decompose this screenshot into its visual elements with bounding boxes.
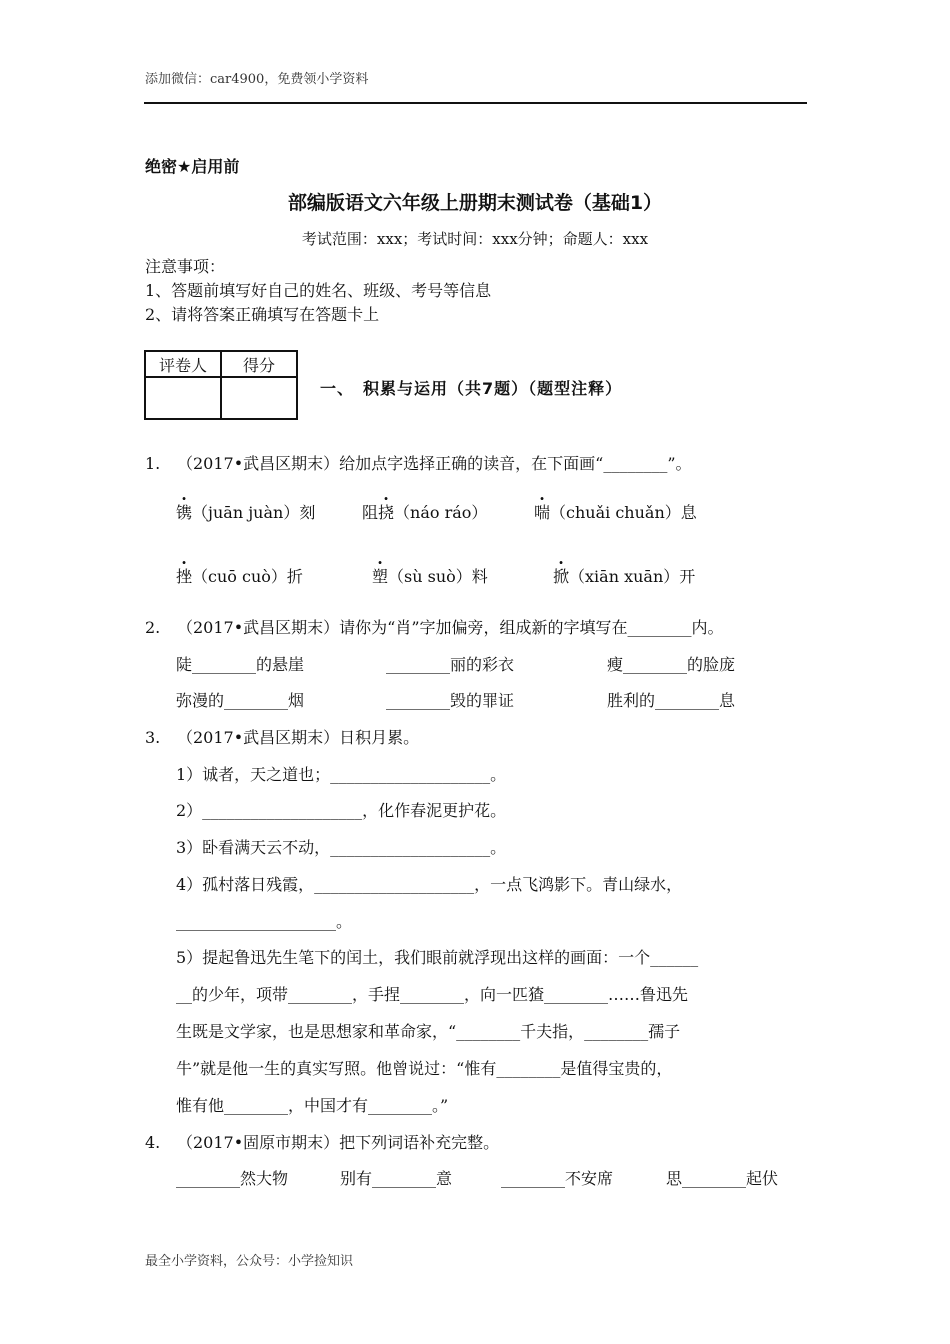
- poem-line[interactable]: 1）诚者，天之道也；____________________。: [176, 765, 507, 784]
- passage-line[interactable]: 5）提起鲁迅先生笔下的闰土，我们眼前就浮现出这样的画面：一个______: [176, 948, 699, 967]
- dotted-char: 掀: [553, 567, 570, 586]
- q1-item: [553, 564, 695, 587]
- fill-blank[interactable]: 弥漫的________烟: [176, 691, 305, 710]
- secret-label: 绝密★启用前: [145, 157, 240, 176]
- idiom-blank[interactable]: 思________起伏: [666, 1169, 779, 1188]
- footer-note: 最全小学资料，公众号：小学捡知识: [145, 1254, 354, 1269]
- q1-item: [534, 500, 697, 523]
- pinyin-options[interactable]: （sù suò）料: [388, 567, 488, 586]
- dotted-char: 镌: [176, 503, 193, 522]
- idiom-blank[interactable]: ________不安席: [501, 1169, 614, 1188]
- question-number: 3.: [145, 728, 161, 747]
- score-cell[interactable]: [221, 377, 297, 419]
- fill-blank[interactable]: 胜利的________息: [607, 691, 736, 710]
- question-4: [145, 1130, 499, 1153]
- grader-cell[interactable]: [145, 377, 221, 419]
- idiom-blank[interactable]: 别有________意: [340, 1169, 453, 1188]
- notice-item-1: 1、答题前填写好自己的姓名、班级、考号等信息: [145, 281, 492, 300]
- dotted-char: 喘: [534, 503, 551, 522]
- fill-blank[interactable]: 陡________的悬崖: [176, 655, 305, 674]
- fill-blank[interactable]: ________毁的罪证: [386, 691, 515, 710]
- passage-line[interactable]: __的少年，项带________，手捏________，向一匹猹________……鲁迅先: [176, 985, 689, 1004]
- question-text: （2017•武昌区期末）给加点字选择正确的读音，在下面画“________”。: [177, 454, 692, 473]
- plain-char: 阻: [362, 503, 379, 522]
- score-table: [144, 350, 298, 420]
- question-text: （2017•武昌区期末）日积月累。: [177, 728, 420, 747]
- header-note: 添加微信：car4900，免费领小学资料: [145, 72, 369, 87]
- passage-line[interactable]: 生既是文学家，也是思想家和革命家，“________千夫指，________孺子: [176, 1022, 681, 1041]
- pinyin-options[interactable]: （xiān xuān）开: [569, 567, 696, 586]
- q1-item: [362, 500, 487, 523]
- section-title: 一、 积累与运用（共7题）（题型注释）: [320, 379, 623, 398]
- pinyin-options[interactable]: （chuǎi chuǎn）息: [550, 503, 697, 522]
- question-2: [145, 615, 724, 638]
- question-number: 4.: [145, 1133, 161, 1152]
- q1-item: [372, 564, 488, 587]
- passage-line[interactable]: 牛”就是他一生的真实写照。他曾说过：“惟有________是值得宝贵的，: [176, 1059, 673, 1078]
- header-divider: [144, 102, 807, 104]
- pinyin-options[interactable]: （juān juàn）刻: [192, 503, 316, 522]
- question-3: [145, 725, 419, 748]
- dotted-char: 塑: [372, 567, 389, 586]
- score-header: 得分: [221, 351, 297, 377]
- fill-blank[interactable]: ________丽的彩衣: [386, 655, 515, 674]
- passage-line[interactable]: 惟有他________，中国才有________。”: [176, 1096, 449, 1115]
- dotted-char: 挫: [176, 567, 193, 586]
- pinyin-options[interactable]: （cuō cuò）折: [192, 567, 303, 586]
- fill-blank[interactable]: 瘦________的脸庞: [607, 655, 736, 674]
- question-number: 2.: [145, 618, 161, 637]
- exam-info: 考试范围：xxx；考试时间：xxx分钟；命题人：xxx: [301, 230, 649, 248]
- grader-header: 评卷人: [145, 351, 221, 377]
- notice-heading: 注意事项：: [145, 257, 226, 276]
- poem-line[interactable]: 2）____________________，化作春泥更护花。: [176, 801, 507, 820]
- pinyin-options[interactable]: （náo ráo）: [394, 503, 488, 522]
- q1-item: [176, 564, 303, 587]
- poem-line[interactable]: 4）孤村落日残霞，____________________，一点飞鸿影下。青山绿水，: [176, 875, 683, 894]
- poem-line[interactable]: ____________________。: [176, 912, 353, 931]
- poem-line[interactable]: 3）卧看满天云不动，____________________。: [176, 838, 507, 857]
- question-text: （2017•固原市期末）把下列词语补充完整。: [177, 1133, 500, 1152]
- q1-item: [176, 500, 315, 523]
- idiom-blank[interactable]: ________然大物: [176, 1169, 289, 1188]
- question-1: [145, 451, 692, 474]
- question-number: 1.: [145, 454, 161, 473]
- notice-item-2: 2、请将答案正确填写在答题卡上: [145, 305, 380, 324]
- question-text: （2017•武昌区期末）请你为“肖”字加偏旁，组成新的字填写在________内。: [177, 618, 724, 637]
- page-title: 部编版语文六年级上册期末测试卷（基础1）: [287, 192, 663, 214]
- dotted-char: 挠: [378, 503, 395, 522]
